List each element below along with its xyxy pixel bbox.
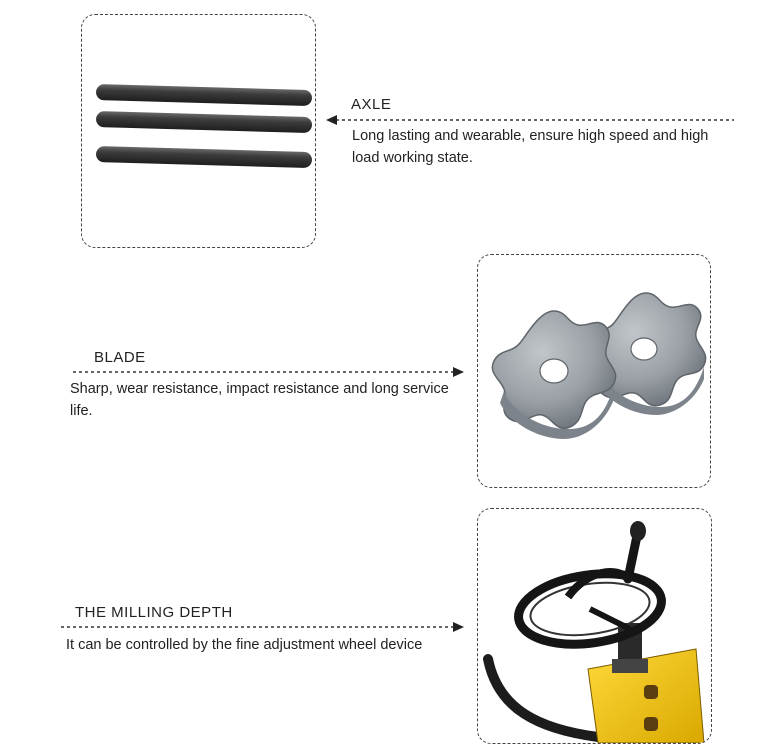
milling-title: THE MILLING DEPTH bbox=[75, 604, 233, 621]
axle-rod bbox=[96, 84, 312, 106]
axle-title: AXLE bbox=[351, 96, 392, 113]
adjustment-wheel-image bbox=[478, 509, 711, 743]
blade-image-frame bbox=[477, 254, 711, 488]
milling-description: It can be controlled by the fine adjustment wheel device bbox=[66, 637, 423, 653]
blade-gears-image bbox=[478, 255, 710, 487]
blade-description: Sharp, wear resistance, impact resistance and long service life. bbox=[70, 381, 449, 419]
axle-rod bbox=[96, 111, 312, 133]
axle-rods-image bbox=[82, 15, 315, 247]
cable bbox=[488, 659, 598, 737]
milling-image-frame bbox=[477, 508, 712, 744]
blade-title: BLADE bbox=[94, 349, 146, 366]
axle-rod bbox=[96, 146, 312, 168]
blade-gear bbox=[492, 311, 615, 439]
milling-pointer-arrow bbox=[61, 619, 465, 635]
axle-image-frame bbox=[81, 14, 316, 248]
axle-description: Long lasting and wearable, ensure high speed and high load working state. bbox=[352, 128, 709, 166]
